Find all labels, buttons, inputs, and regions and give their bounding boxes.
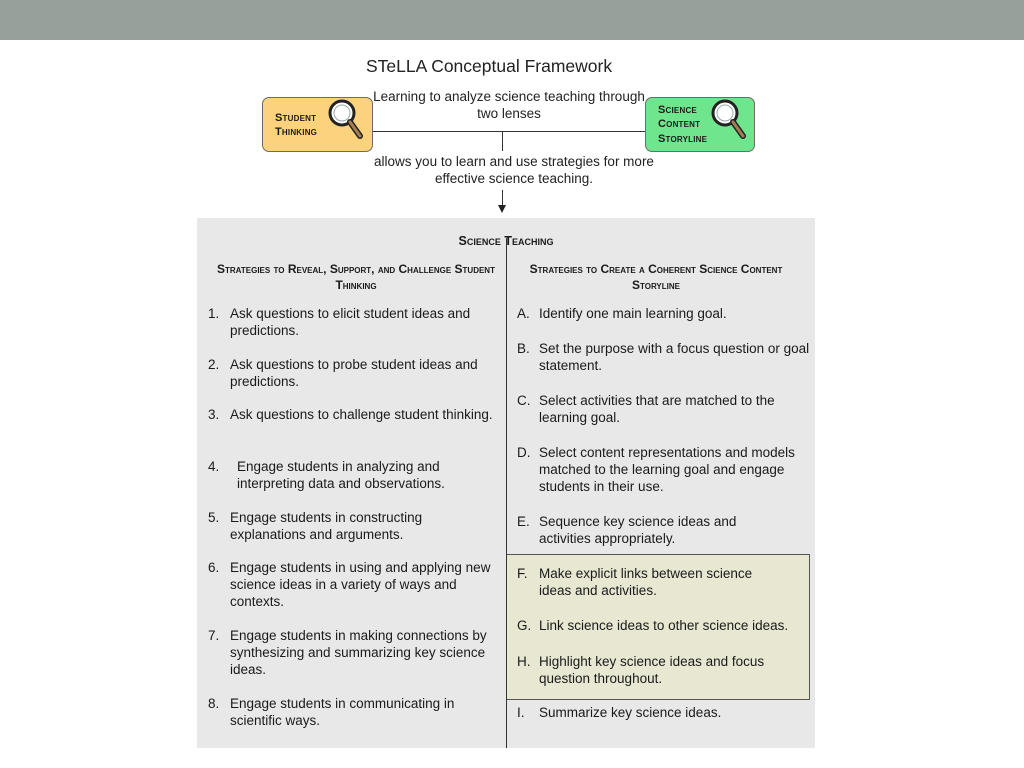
student-thinking-label [275, 98, 317, 151]
item-marker: G. [517, 618, 532, 633]
left-column-heading: Strategies to Reveal, Support, and Challenge Student Thinking [217, 262, 495, 292]
item-text: Engage students in communicating in scientific ways. [230, 696, 455, 728]
lens-caption: Learning to analyze science teaching through two lenses [373, 89, 645, 121]
magnifying-glass-icon [708, 96, 748, 142]
science-storyline-line1: Science [658, 103, 697, 116]
item-marker: D. [517, 445, 531, 460]
connector-vertical-line [502, 131, 503, 151]
student-thinking-line2: Thinking [275, 125, 318, 138]
item-text: Engage students in making connections by synthesizing and summarizing key science ideas. [230, 628, 487, 677]
item-marker: C. [517, 393, 531, 408]
item-text: Set the purpose with a focus question or goal statement. [539, 341, 810, 373]
item-text: Highlight key science ideas and focus question throughout. [539, 654, 765, 686]
science-teaching-panel [197, 218, 815, 748]
item-text: Link science ideas to other science ideas. [539, 618, 789, 633]
connector-horizontal-line [373, 131, 645, 132]
item-text: Ask questions to probe student ideas and predictions. [230, 357, 478, 389]
item-marker: 2. [208, 357, 220, 372]
panel-title: Science Teaching [458, 234, 554, 248]
item-text: Identify one main learning goal. [539, 306, 727, 321]
item-text: Select activities that are matched to the learning goal. [539, 393, 775, 425]
science-storyline-lens-box [645, 97, 755, 152]
item-marker: H. [517, 654, 531, 669]
item-marker: A. [517, 306, 530, 321]
science-storyline-line2: Content [658, 118, 701, 131]
magnifying-glass-icon [325, 96, 365, 142]
item-marker: E. [517, 514, 530, 529]
item-marker: 5. [208, 510, 220, 525]
column-divider [506, 238, 507, 748]
student-thinking-line1: Student [275, 111, 317, 124]
slide-top-bar [0, 0, 1024, 40]
item-marker: 6. [208, 560, 220, 575]
item-text: Make explicit links between science ideas and activities. [539, 566, 753, 598]
item-marker: I. [517, 705, 525, 720]
page-title: STeLLA Conceptual Framework [366, 56, 613, 76]
item-marker: 8. [208, 696, 220, 711]
item-marker: 7. [208, 628, 220, 643]
strategies-caption: allows you to learn and use strategies for more effective science teaching. [374, 154, 654, 186]
item-text: Sequence key science ideas and activities appropriately. [539, 514, 737, 546]
item-text: Ask questions to challenge student thinking. [230, 407, 493, 422]
item-marker: 1. [208, 306, 220, 321]
down-arrow-icon [498, 205, 506, 213]
right-column-heading: Strategies to Create a Coherent Science Content Storyline [529, 262, 783, 292]
item-text: Engage students in analyzing and interpreting data and observations. [237, 459, 445, 491]
student-thinking-lens-box [262, 97, 373, 152]
item-marker: B. [517, 341, 530, 356]
item-text: Engage students in constructing explanations and arguments. [230, 510, 423, 542]
item-text: Summarize key science ideas. [539, 705, 722, 720]
item-marker: 4. [208, 459, 220, 474]
item-marker: 3. [208, 407, 220, 422]
item-text: Select content representations and models matched to the learning goal and engage students in their use. [539, 445, 795, 494]
item-marker: F. [517, 566, 528, 581]
item-text: Engage students in using and applying new science ideas in a variety of ways and contexts. [230, 560, 491, 609]
item-text: Ask questions to elicit student ideas and predictions. [230, 306, 471, 338]
science-storyline-label [658, 98, 707, 151]
science-storyline-line3: Storyline [658, 132, 708, 145]
